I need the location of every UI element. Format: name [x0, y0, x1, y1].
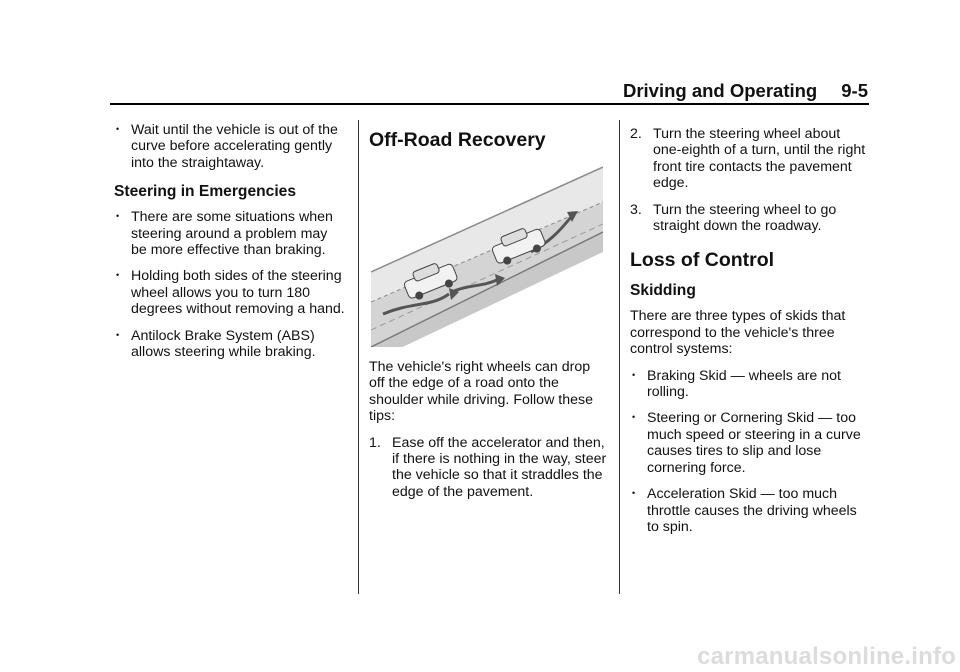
section-heading-loss-of-control: Loss of Control — [630, 249, 775, 272]
numbered-step — [630, 202, 868, 235]
bullet-dot: • — [116, 211, 120, 222]
numbered-step — [369, 435, 609, 501]
bullet-text: Braking Skid — wheels are not rolling. — [647, 367, 841, 401]
numbered-step — [630, 126, 868, 192]
step-text: Turn the steering wheel to go straight down the roadway. — [653, 201, 837, 235]
step-number: 3. — [630, 201, 642, 218]
column-1 — [114, 122, 346, 370]
column-3 — [630, 126, 868, 545]
page-header — [0, 80, 868, 104]
column-2 — [369, 122, 609, 510]
bullet-dot: • — [632, 412, 636, 423]
bullet-text: Antilock Brake System (ABS) allows steering while braking. — [131, 327, 316, 361]
bullet-item — [114, 328, 346, 361]
bullet-dot: • — [116, 124, 120, 134]
bullet-dot: • — [116, 329, 120, 340]
bullet-item — [114, 268, 346, 317]
bullet-text: Steering or Cornering Skid — too much speed or steering in a curve causes tires to slip and lose cornering force. — [647, 410, 861, 476]
step-number: 1. — [369, 434, 381, 451]
bullet-dot: • — [116, 270, 120, 281]
off-road-paragraph: The vehicle's right wheels can drop off the edge of a road onto the shoulder while driving. Follow these tips: — [369, 359, 593, 425]
bullet-text: Acceleration Skid — too much throttle causes the driving wheels to spin. — [647, 486, 857, 535]
bullet-item — [114, 122, 346, 171]
step-number: 2. — [630, 126, 642, 142]
site-watermark: carmanualsonline.info — [697, 643, 956, 670]
bullet-item — [114, 209, 346, 258]
bullet-dot: • — [632, 488, 636, 499]
step-text: Turn the steering wheel about one-eighth of a turn, until the right front tire contacts the pavement edge. — [653, 126, 866, 192]
subheading-skidding: Skidding — [630, 282, 696, 300]
section-title: Driving and Operating — [622, 80, 818, 101]
section-heading-steering: Steering in Emergencies — [114, 183, 296, 201]
bullet-item — [630, 368, 868, 401]
off-road-recovery-illustration — [371, 162, 603, 347]
bullet-text: Holding both sides of the steering wheel allows you to turn 180 degrees without removing a hand. — [131, 268, 345, 318]
bullet-text: Wait until the vehicle is out of the curve before accelerating gently into the straightaway. — [131, 122, 338, 171]
column-divider-2 — [619, 120, 620, 594]
column-divider-1 — [358, 120, 359, 594]
bullet-text: There are some situations when steering around a problem may be more effective than braking. — [131, 209, 333, 259]
skidding-paragraph: There are three types of skids that correspond to the vehicle's three control systems: — [630, 308, 846, 358]
page-number: 9-5 — [841, 80, 868, 101]
bullet-item — [630, 410, 868, 476]
header-rule — [110, 103, 869, 105]
step-text: Ease off the accelerator and then, if there is nothing in the way, steer the vehicle so that it straddles the edge of the pavement. — [392, 434, 607, 500]
bullet-dot: • — [632, 369, 636, 380]
section-heading-off-road: Off-Road Recovery — [369, 129, 546, 151]
bullet-item — [630, 486, 868, 535]
